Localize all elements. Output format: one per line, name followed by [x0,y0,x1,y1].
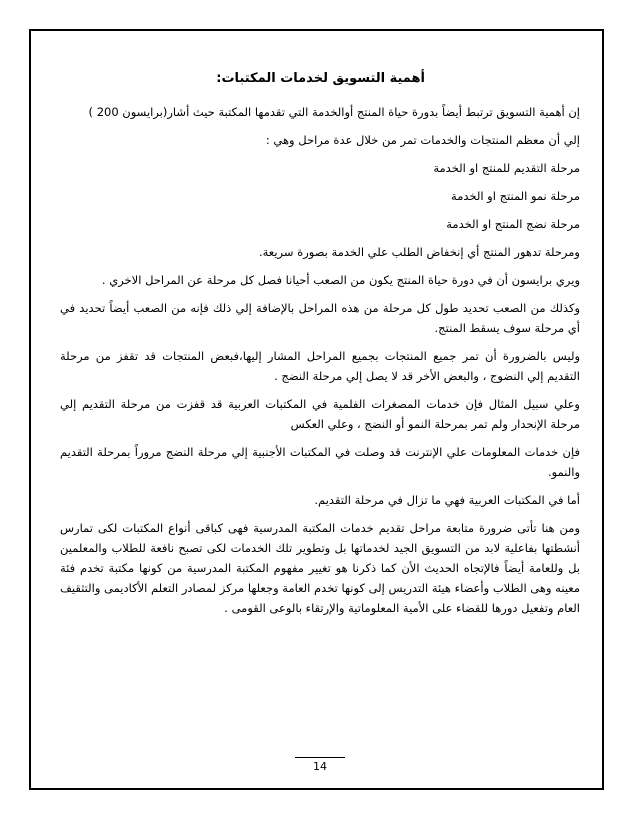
paragraph-microfilm: وعلي سبيل المثال فإن خدمات المصغرات الفلمية في المكتبات العربية قد قفزت من مرحلة التقديم إلي مرحلة الإنحدار ولم تمر بمرحلة النمو أو النضج ، وعلي العكس [60,397,580,431]
paragraph-school-library: ومن هنا تأتى ضرورة متابعة مراحل تقديم خدمات المكتبة المدرسية فهى كباقى أنواع المكتبات لكى تمارس أنشطتها بفاعلية لابد من التسويق الجيد لخدماتها بل وتطوير تلك الخدمات لكى تصبح نافعة للطلاب والمعلمين بل وللعامة أيضاً فالإتجاه الحديث الأن كما ذكرنا هو تغيير مفهوم المكتبة المدرسية من كونها مكتبة تخدم فئة معينه وهى الطلاب وأعضاء هيئة التدريس إلى كونها تخدم العامة وجعلها مركز لمصادر التعلم الأكاديمى والتثقيف العام وتفعيل دورها للقضاء على الأمية المعلوماتية والإرتقاء بالوعى القومى . [60,521,580,615]
section-heading: أهمية التسويق لخدمات المكتبات: [216,71,425,86]
stage-growth: مرحلة نمو المنتج او الخدمة [451,189,580,203]
paragraph-skip-stages: وليس بالضرورة أن تمر جميع المنتجات بجميع المراحل المشار إليها،فبعض المنتجات قد تقفز من مرحلة التقديم إلي النضوج ، والبعض الأخر قد لا يصل إلي مرحلة النضج . [60,349,580,383]
page-number: 14 [295,757,345,773]
stage-maturity: مرحلة نضج المنتج او الخدمة [446,217,580,231]
stage-decline: ومرحلة تدهور المنتج أي إنخفاض الطلب علي الخدمة بصورة سريعة. [258,245,580,259]
stage-introduction: مرحلة التقديم للمنتج او الخدمة [433,161,580,175]
paragraph-arab-libraries: أما في المكتبات العربية فهي ما تزال في مرحلة التقديم. [314,493,580,507]
paragraph-internet: فإن خدمات المعلومات علي الإنترنت قد وصلت في المكتبات الأجنبية إلي مرحلة النضج مروراً بمرحلة التقديم والنمو. [60,445,580,479]
paragraph-2: إلي أن معظم المنتجات والخدمات تمر من خلال عدة مراحل وهي : [265,133,580,147]
document-body [60,68,580,626]
paragraph-duration: وكذلك من الصعب تحديد طول كل مرحلة من هذه المراحل بالإضافة إلي ذلك فإنه من الصعب أيضاً تحديد في أي مرحلة سوف يسقط المنتج. [60,301,580,335]
paragraph-1: إن أهمية التسويق ترتبط أيضاً بدورة حياة المنتج أوالخدمة التي تقدمها المكتبة حيث أشار(برايسون 200 ) [88,105,580,119]
paragraph-bryson: ويري برايسون أن في دورة حياة المنتج يكون من الصعب أحيانا فصل كل مرحلة عن المراحل الاخري . [101,273,580,287]
